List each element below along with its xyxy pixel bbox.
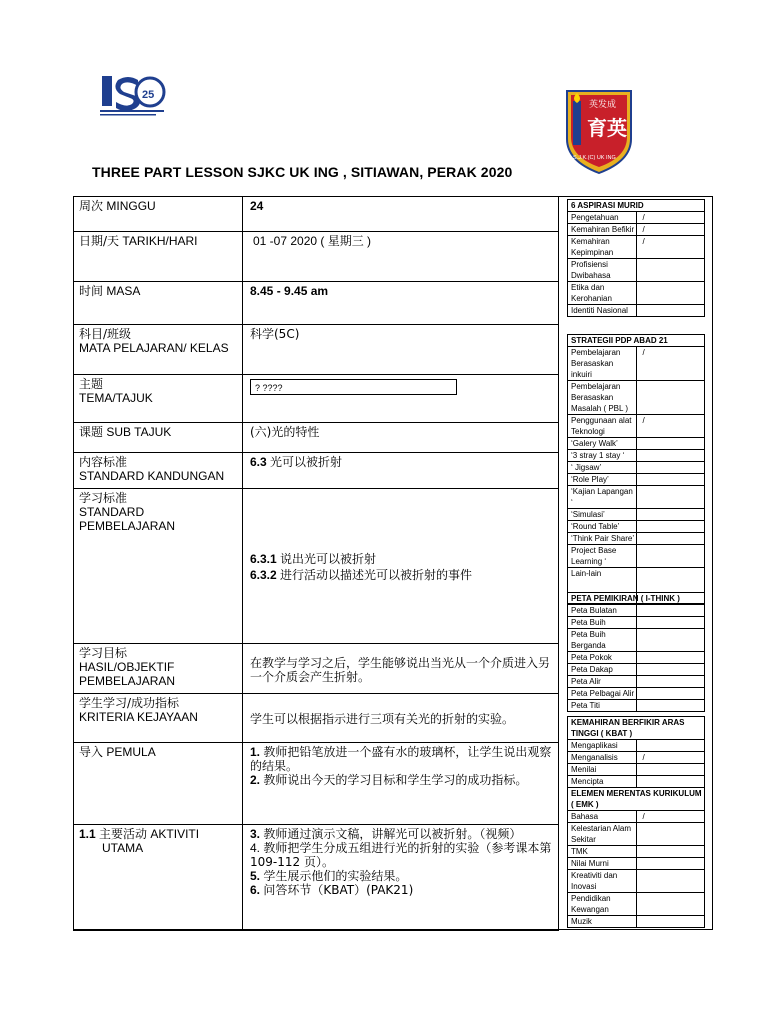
- kbat-item: Mengaplikasi: [568, 740, 637, 752]
- label-sp-cn: 学习标准: [79, 491, 128, 505]
- aktiviti-item: 5. 学生展示他们的实验结果。: [250, 869, 408, 883]
- peta-table: [567, 592, 705, 712]
- strategi-mark: [636, 438, 705, 450]
- value-kriteria: 学生可以根据指示进行三项有关光的折射的实验。: [243, 694, 559, 743]
- peta-mark: [636, 617, 705, 629]
- label-kriteria: KRITERIA KEJAYAAN: [79, 710, 198, 724]
- strategi-mark: [636, 509, 705, 521]
- emk-item: Nilai Murni: [568, 858, 637, 870]
- aktiviti-item: 3. 教师通过演示文稿，讲解光可以被折射。（视频）: [250, 827, 522, 841]
- peta-item: Peta Dakap: [568, 664, 637, 676]
- peta-mark: [636, 664, 705, 676]
- kbat-mark: /: [636, 752, 705, 764]
- label-tema: TEMA/TAJUK: [79, 391, 153, 405]
- label-sp-2: PEMBELAJARAN: [79, 519, 176, 533]
- strategi-item: ‘Round Table’: [568, 521, 637, 533]
- logo-right-bottom: S.J.K.(C) UK ING: [573, 155, 616, 161]
- kbat-item: Menilai: [568, 764, 637, 776]
- strategi-item: Pembelajaran Berasaskan inkuiri: [568, 347, 637, 381]
- logo-left-number: 25: [142, 89, 155, 101]
- label-obj-2: PEMBELAJARAN: [79, 674, 176, 688]
- strategi-item: Pembelajaran Berasaskan Masalah ( PBL ): [568, 381, 637, 415]
- emk-item: Kelestarian Alam Sekitar: [568, 823, 637, 846]
- label-obj-cn: 学习目标: [79, 646, 128, 660]
- emk-mark: [636, 846, 705, 858]
- label-aktiviti-num: 1.1: [79, 827, 96, 841]
- aspirasi-item: Etika dan Kerohanian: [568, 282, 637, 305]
- peta-header: PETA PEMIKIRAN ( I-THINK ): [568, 593, 705, 605]
- strategi-mark: [636, 450, 705, 462]
- emk-item: Bahasa: [568, 811, 637, 823]
- row-minggu: [74, 197, 559, 232]
- label-tema-cn: 主题: [79, 377, 104, 391]
- sp-item: 6.3.2 进行活动以描述光可以被折射的事件: [250, 568, 473, 582]
- label-sub: SUB TAJUK: [106, 425, 172, 439]
- peta-mark: [636, 605, 705, 617]
- strategi-item: ‘Kajian Lapangan ‘: [568, 486, 637, 509]
- strategi-item: ‘Think Pair Share’: [568, 533, 637, 545]
- row-kriteria: [74, 694, 559, 743]
- kbat-mark: [636, 776, 705, 788]
- label-sp-1: STANDARD: [79, 505, 145, 519]
- label-aktiviti-cn: 主要活动: [99, 827, 148, 841]
- label-minggu: MINGGU: [106, 199, 156, 213]
- aspirasi-mark: /: [636, 236, 705, 259]
- kbat-table: [567, 716, 705, 928]
- strategi-mark: [636, 381, 705, 415]
- row-objektif: [74, 644, 559, 694]
- label-pemula-cn: 导入: [79, 745, 104, 759]
- strategi-mark: /: [636, 347, 705, 381]
- strategi-mark: [636, 486, 705, 509]
- strategi-mark: [636, 462, 705, 474]
- emk-mark: /: [636, 811, 705, 823]
- aspirasi-header: 6 ASPIRASI MURID: [568, 200, 705, 212]
- aspirasi-mark: /: [636, 212, 705, 224]
- emk-item: TMK: [568, 846, 637, 858]
- peta-mark: [636, 629, 705, 652]
- school-logo-right: [563, 87, 635, 175]
- value-sk-num: 6.3: [250, 455, 267, 469]
- strategi-item: Penggunaan alat Teknologi: [568, 415, 637, 438]
- emk-item: Pendidikan Kewangan: [568, 893, 637, 916]
- label-sk: STANDARD KANDUNGAN: [79, 469, 225, 483]
- label-obj-1: HASIL/OBJEKTIF: [79, 660, 175, 674]
- tajuk-field: ? ????: [250, 379, 457, 395]
- strategi-item: ‘Role Play’: [568, 474, 637, 486]
- row-pemula: [74, 743, 559, 825]
- strategi-item: ‘3 stray 1 stay ‘: [568, 450, 637, 462]
- document-title: THREE PART LESSON SJKC UK ING , SITIAWAN, PERAK 2020: [92, 164, 513, 180]
- aspirasi-mark: [636, 305, 705, 317]
- strategi-item: ‘Simulasi’: [568, 509, 637, 521]
- label-mata-cn: 科目/班级: [79, 327, 132, 341]
- strategi-mark: [636, 474, 705, 486]
- logo-right-top: 英发成: [589, 100, 617, 110]
- peta-mark: [636, 652, 705, 664]
- label-minggu-cn: 周次: [79, 199, 104, 213]
- peta-mark: [636, 676, 705, 688]
- strategi-item: ‘ Jigsaw’: [568, 462, 637, 474]
- kbat-item: Mencipta: [568, 776, 637, 788]
- emk-item: Muzik: [568, 916, 637, 928]
- label-mata: MATA PELAJARAN/ KELAS: [79, 341, 229, 355]
- strategi-item: Project Base Learning ‘: [568, 545, 637, 568]
- strategi-item: ‘Galery Walk’: [568, 438, 637, 450]
- row-tarikh: [74, 232, 559, 282]
- emk-mark: [636, 916, 705, 928]
- peta-item: Peta Buih Berganda: [568, 629, 637, 652]
- aktiviti-item: 4. 教师把学生分成五组进行光的折射的实验（参考课本第 109-112 页）。: [250, 841, 552, 869]
- value-mata: 科学(5C): [243, 325, 559, 375]
- aspirasi-item: Kemahiran Kepimpinan: [568, 236, 637, 259]
- kbat-item: Menganalisis: [568, 752, 637, 764]
- aspirasi-mark: /: [636, 224, 705, 236]
- lesson-plan-table: [73, 196, 559, 931]
- strategi-mark: /: [636, 415, 705, 438]
- aspirasi-item: Kemahiran Befikir: [568, 224, 637, 236]
- row-standard-kandungan: [74, 453, 559, 489]
- aspirasi-item: Pengetahuan: [568, 212, 637, 224]
- kbat-header: KEMAHIRAN BERFIKIR ARAS TINGGI ( KBAT ): [568, 717, 705, 740]
- label-tarikh: TARIKH/HARI: [122, 234, 198, 248]
- row-mata-pelajaran: [74, 325, 559, 375]
- peta-mark: [636, 700, 705, 712]
- aspirasi-item: Profisiensi Dwibahasa: [568, 259, 637, 282]
- strategi-table: [567, 334, 705, 604]
- emk-mark: [636, 823, 705, 846]
- label-masa-cn: 时间: [79, 284, 104, 298]
- strategi-item: Lain-lain: [568, 568, 637, 604]
- value-sk: 光可以被折射: [270, 455, 343, 469]
- label-pemula: PEMULA: [106, 745, 156, 759]
- peta-item: Peta Buih: [568, 617, 637, 629]
- aspirasi-mark: [636, 259, 705, 282]
- label-masa: MASA: [106, 284, 141, 298]
- aktiviti-item: 6. 问答环节（KBAT）(PAK21): [250, 883, 414, 897]
- kbat-mark: [636, 740, 705, 752]
- label-aktiviti-2: UTAMA: [102, 841, 144, 855]
- strategi-mark: [636, 533, 705, 545]
- value-masa: 8.45 - 9.45 am: [243, 282, 559, 325]
- value-objektif: 在教学与学习之后，学生能够说出当光从一个介质进入另一个介质会产生折射。: [243, 644, 559, 694]
- aspirasi-mark: [636, 282, 705, 305]
- emk-mark: [636, 893, 705, 916]
- row-sub-tajuk: [74, 423, 559, 453]
- row-tema: [74, 375, 559, 423]
- value-tarikh: 01 -07 2020 ( 星期三 ): [253, 234, 372, 248]
- pemula-item: 2. 教师说出今天的学习目标和学生学习的成功指标。: [250, 773, 528, 787]
- row-masa: [74, 282, 559, 325]
- peta-item: Peta Titi: [568, 700, 637, 712]
- peta-mark: [636, 688, 705, 700]
- emk-header: ELEMEN MERENTAS KURIKULUM ( EMK ): [568, 788, 705, 811]
- value-minggu: 24: [243, 197, 559, 232]
- peta-item: Peta Bulatan: [568, 605, 637, 617]
- strategi-mark: [636, 545, 705, 568]
- strategi-header: STRATEGII PDP ABAD 21: [568, 335, 705, 347]
- emk-mark: [636, 858, 705, 870]
- aspirasi-item: Identiti Nasional: [568, 305, 637, 317]
- label-sk-cn: 内容标准: [79, 455, 128, 469]
- sp-item: 6.3.1 说出光可以被折射: [250, 552, 377, 566]
- kbat-mark: [636, 764, 705, 776]
- row-standard-pembelajaran: [74, 489, 559, 644]
- emk-item: Kreativiti dan Inovasi: [568, 870, 637, 893]
- strategi-mark: [636, 521, 705, 533]
- label-kriteria-cn: 学生学习/成功指标: [79, 696, 180, 710]
- emk-mark: [636, 870, 705, 893]
- value-sub: (六)光的特性: [243, 423, 559, 453]
- label-tarikh-cn: 日期/天: [79, 234, 120, 248]
- aspirasi-table: [567, 199, 705, 317]
- label-aktiviti-1: AKTIVITI: [150, 827, 200, 841]
- peta-item: Peta Pokok: [568, 652, 637, 664]
- label-sub-cn: 课题: [79, 425, 104, 439]
- logo-right-main: 育英: [587, 116, 627, 140]
- row-aktiviti-utama: [74, 825, 559, 931]
- peta-item: Peta Pelbagai Alir: [568, 688, 637, 700]
- peta-item: Peta Alir: [568, 676, 637, 688]
- pemula-item: 1. 教师把铅笔放进一个盛有水的玻璃杯，让学生说出观察的结果。: [250, 745, 552, 773]
- school-logo-left: [98, 72, 168, 120]
